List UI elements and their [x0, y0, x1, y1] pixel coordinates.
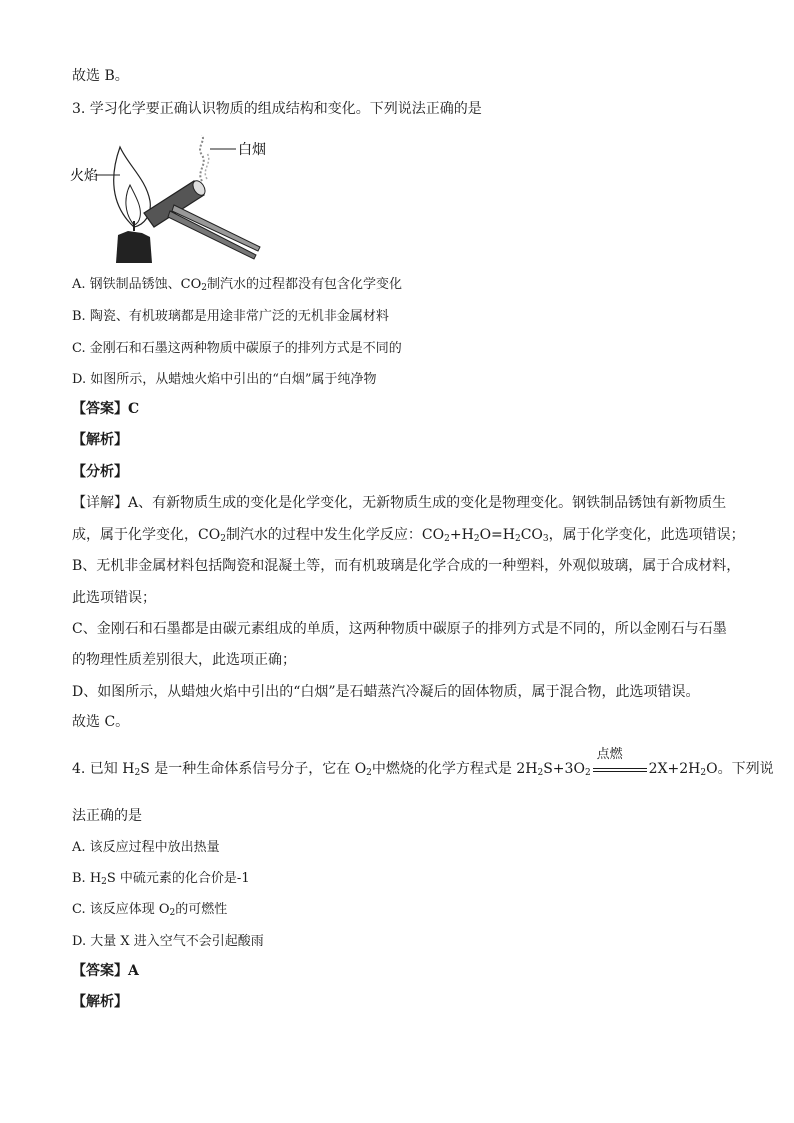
question-3-stem: 3. 学习化学要正确认识物质的组成结构和变化。下列说法正确的是 [72, 101, 482, 117]
q4-option-a: A. 该反应过程中放出热量 [72, 840, 220, 855]
white-smoke-2 [205, 153, 208, 179]
q4-option-d: D. 大量 X 进入空气不会引起酸雨 [72, 934, 264, 949]
q3-detail-line-1: 【详解】A、有新物质生成的变化是化学变化，无新物质生成的变化是物理变化。钢铁制品锈蚀有新物质生 [72, 495, 727, 511]
q3-option-a: A. 钢铁制品锈蚀、$CO_2$制汽水的过程都没有包含化学变化 [72, 277, 403, 293]
q3-option-b: B. 陶瓷、有机玻璃都是用途非常广泛的无机非金属材料 [72, 309, 389, 324]
q3-detail-line-7: D、如图所示，从蜡烛火焰中引出的“白烟”是石蜡蒸汽冷凝后的固体物质，属于混合物，此选项错误。 [72, 684, 700, 700]
q3-fenxi-heading: 【分析】 [72, 464, 128, 480]
tweezers-arm [172, 205, 260, 251]
q4-option-b: B. $H_2S$ 中硫元素的化合价是-1 [72, 871, 250, 887]
reaction-condition: 点燃 [591, 759, 649, 779]
q3-detail-line-5: C、金刚石和石墨都是由碳元素组成的单质，这两种物质中碳原子的排列方式是不同的，所以金刚石与石墨 [72, 621, 727, 637]
q3-detail-line-2: 成，属于化学变化，$CO_2$制汽水的过程中发生化学反应：$CO_2+H_2O=H_2CO_3$，属于化学变化，此选项错误； [72, 527, 745, 544]
label-flame: 火焰 [70, 168, 98, 184]
q3-answer: 【答案】C [72, 401, 140, 417]
q3-analysis-heading: 【解析】 [72, 432, 128, 448]
q3-option-c: C. 金刚石和石墨这两种物质中碳原子的排列方式是不同的 [72, 341, 402, 356]
white-smoke [200, 135, 204, 181]
candle-smoke-figure [70, 135, 280, 267]
q4-answer: 【答案】A [72, 963, 139, 979]
q3-detail-line-6: 的物理性质差别很大，此选项正确； [72, 652, 296, 668]
q3-conclusion: 故选 C。 [72, 714, 130, 730]
question-4-stem: 4. 已知 $H_2S$ 是一种生命体系信号分子，它在 $O_2$中燃烧的化学方程式是 $2H_2S+3O_2$ 点燃 $2X+2H_2O$。下列说 [72, 747, 774, 778]
q3-detail-line-4: 此选项错误； [72, 590, 156, 606]
tweezers [168, 211, 256, 259]
previous-conclusion: 故选 B。 [72, 68, 129, 84]
question-4-stem-cont: 法正确的是 [72, 808, 142, 824]
q3-option-d: D. 如图所示，从蜡烛火焰中引出的“白烟”属于纯净物 [72, 372, 377, 387]
q3-detail-line-3: B、无机非金属材料包括陶瓷和混凝土等，而有机玻璃是化学合成的一种塑料，外观似玻璃，属于合成材料， [72, 558, 741, 574]
q4-analysis-heading: 【解析】 [72, 994, 128, 1010]
candle-illustration [70, 135, 280, 267]
label-smoke: 白烟 [238, 142, 266, 158]
inner-flame [126, 185, 140, 225]
q4-option-c: C. 该反应体现 $O_2$的可燃性 [72, 902, 228, 918]
candle-body [116, 231, 152, 263]
